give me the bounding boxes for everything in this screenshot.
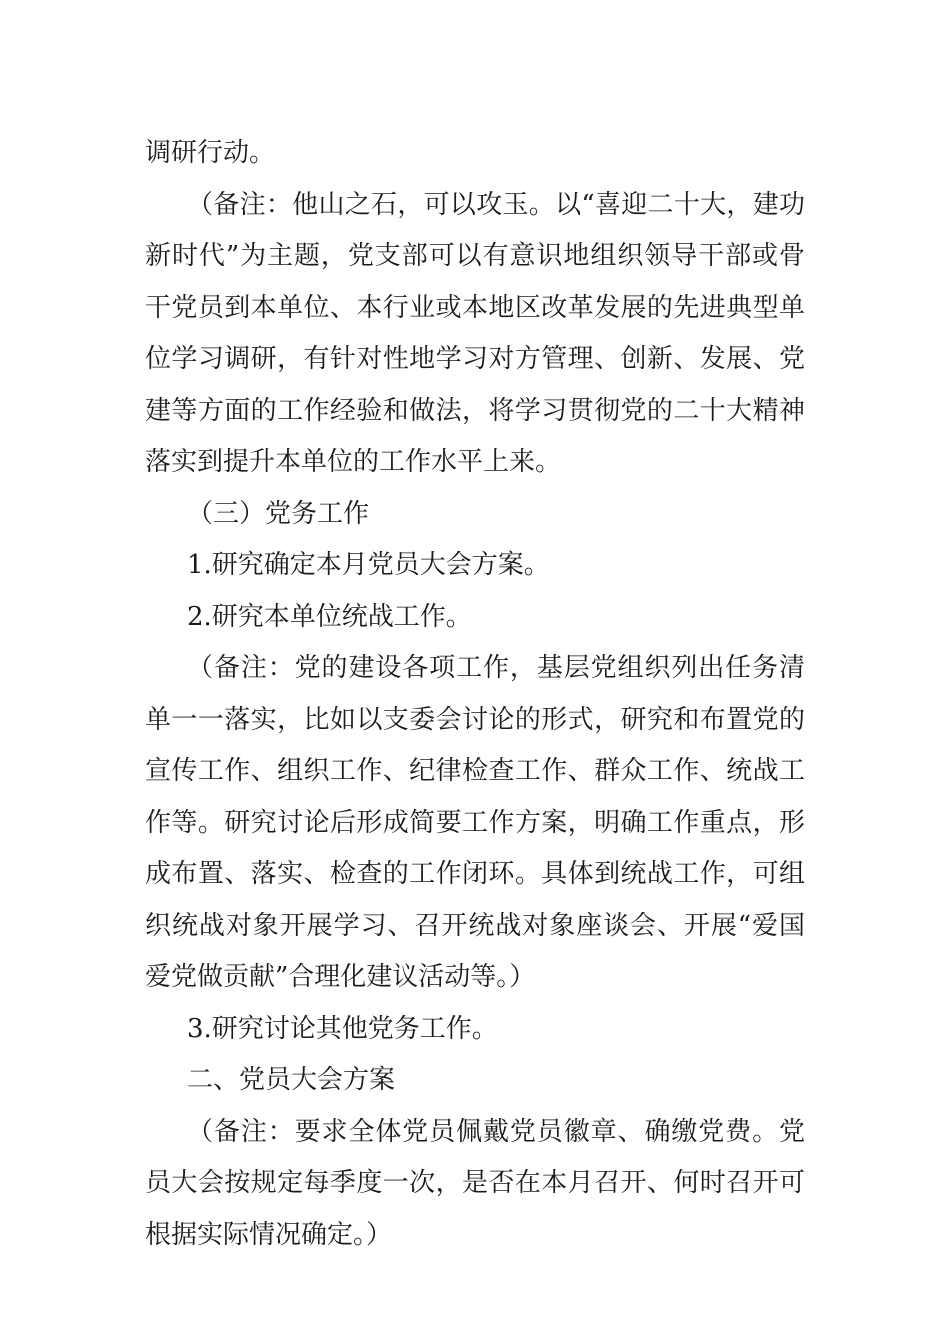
paragraph-continuation: 调研行动。 (145, 138, 276, 168)
paragraph-note-party-building: （备注：党的建设各项工作，基层党组织列出任务清单一一落实，比如以支委会讨论的形式，研究和布置党的宣传工作、组织工作、纪律检查工作、群众工作、统战工作等。研究讨论后形成简要工作方案，明确工作重点，形成布置、落实、检查的工作闭环。具体到统战工作，可组织统战对象开展学习、召开统战对象座谈会、开展“爱国爱党做贡献”合理化建议活动等。） (145, 653, 805, 992)
list-item-3: 3.研究讨论其他党务工作。 (187, 1013, 498, 1044)
paragraph-note-study-visit: （备注：他山之石，可以攻玉。以“喜迎二十大，建功新时代”为主题，党支部可以有意识地组织领导干部或骨干党员到本单位、本行业或本地区改革发展的先进典型单位学习调研，有针对性地学习对方管理、创新、发展、党建等方面的工作经验和做法，将学习贯彻党的二十大精神落实到提升本单位的工作水平上来。 (145, 189, 805, 477)
list-item-1: 1.研究确定本月党员大会方案。 (187, 550, 550, 580)
list-item-2: 2.研究本单位统战工作。 (187, 601, 472, 632)
paragraph-note-party-meeting: （备注：要求全体党员佩戴党员徽章、确缴党费。党员大会按规定每季度一次，是否在本月召开、何时召开可根据实际情况确定。） (145, 1116, 805, 1250)
document-body (145, 128, 805, 1261)
section-heading-party-affairs: （三）党务工作 (187, 498, 370, 529)
section-heading-party-meeting: 二、党员大会方案 (187, 1065, 396, 1095)
